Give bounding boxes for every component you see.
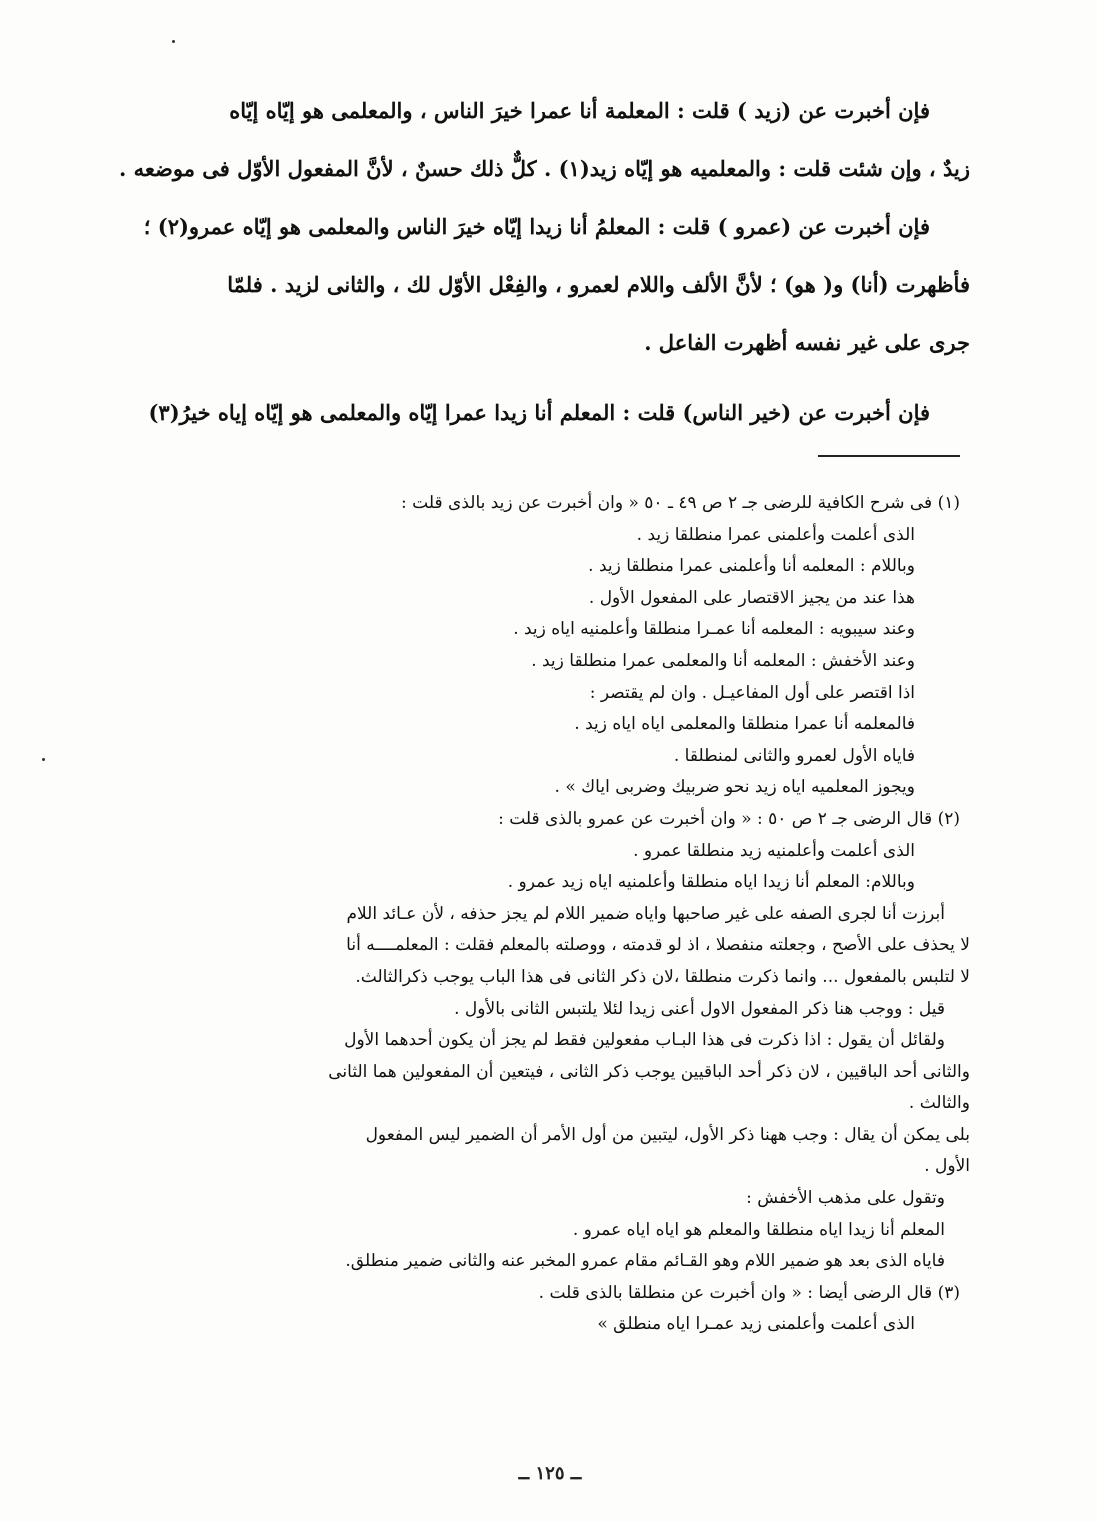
footnote-line: ولقائل أن يقول : اذا ذكرت فى هذا البـاب مفعولين فقط لم يجز أن يكون أحدهما الأول xyxy=(344,1030,945,1051)
footnote-line: وعند سيبويه : المعلمه أنا عمـرا منطلقا وأعلمنيه اياه زيد . xyxy=(513,619,915,640)
scan-speck xyxy=(42,758,45,761)
footnote-line: قيل : ووجب هنا ذكر المفعول الاول أعنى زيدا لئلا يلتبس الثانى بالأول . xyxy=(454,998,945,1019)
footnote-line: وباللام: المعلم أنا زيدا اياه منطلقا وأعلمنيه اياه زيد عمرو . xyxy=(507,872,915,893)
footnote-line: فالمعلمه أنا عمرا منطلقا والمعلمى اياه اياه زيد . xyxy=(574,714,915,735)
footnote-line: بلى يمكن أن يقال : وجب ههنا ذكر الأول، ليتبين من أول الأمر أن الضمير ليس المفعول xyxy=(365,1124,970,1145)
footnote-line: فاياه الأول لعمرو والثانى لمنطلقا . xyxy=(673,745,915,766)
footnote-line: الأول . xyxy=(924,1156,970,1177)
text-line: فإن أخبرت عن (زيد ) قلت : المعلمة أنا عمرا خيرَ الناس ، والمعلمى هو إيّاه إيّاه xyxy=(229,98,930,123)
footnote-line: اذا اقتصر على أول المفاعيـل . وان لم يقتصر : xyxy=(589,682,915,703)
text-line: زيدٌ ، وإن شئت قلت : والمعلميه هو إيّاه زيد(١) . كلٌّ ذلك حسنٌ ، لأنَّ المفعول الأوّل فى موضعه . xyxy=(119,156,970,181)
footnote-line: وباللام : المعلمه أنا وأعلمنى عمرا منطلقا زيد . xyxy=(588,556,915,577)
footnote-line: وعند الأخفش : المعلمه أنا والمعلمى عمرا منطلقا زيد . xyxy=(531,650,915,671)
footnote-line: (٢) قال الرضى جـ ٢ ص ٥٠ : « وان أخبرت عن عمرو بالذى قلت : xyxy=(498,808,960,829)
footnote-line: لا يحذف على الأصح ، وجعلته منفصلا ، اذ لو قدمته ، ووصلته بالمعلم فقلت : المعلمــــه أنا xyxy=(346,935,970,956)
text-line: فأظهرت (أنا) و( هو) ؛ لأنَّ الألف واللام لعمرو ، والفِعْل الأوّل لك ، والثانى لزيد . فلمّا xyxy=(227,272,970,297)
footnote-line: والثانى أحد الباقيين ، لان ذكر أحد الباقيين يوجب ذكر الثانى ، فيتعين أن المفعولين هما الثانى xyxy=(328,1061,970,1082)
text-line: فإن أخبرت عن (خير الناس) قلت : المعلم أنا زيدا عمرا إيّاه والمعلمى هو إيّاه إياه خيرُ(٣) xyxy=(148,400,930,425)
footnote-line: لا لتلبس بالمفعول ... وانما ذكرت منطلقا ،لان ذكر الثانى فى هذا الباب يوجب ذكرالثالث. xyxy=(355,966,970,987)
footnote-line: الذى أعلمت وأعلمنى عمرا منطلقا زيد . xyxy=(636,524,915,545)
footnotes xyxy=(100,488,970,1341)
footnote-line: هذا عند من يجيز الاقتصار على المفعول الأول . xyxy=(588,587,915,608)
main-text xyxy=(100,82,970,442)
text-line: جرى على غير نفسه أظهرت الفاعل . xyxy=(644,330,970,355)
paragraph xyxy=(100,82,970,198)
footnote-line: الذى أعلمت وأعلمنيه زيد منطلقا عمرو . xyxy=(633,840,915,861)
text-line: فإن أخبرت عن (عمرو ) قلت : المعلمُ أنا زيدا إيّاه خيرَ الناس والمعلمى هو إيّاه عمرو(٢) ؛ xyxy=(143,214,930,239)
footnote-line: الذى أعلمت وأعلمنى زيد عمـرا اياه منطلق » xyxy=(597,1314,915,1335)
footnote-line: أبرزت أنا لجرى الصفه على غير صاحبها واياه ضمير اللام لم يجز حذفه ، لأن عـائد اللام xyxy=(346,903,945,924)
footnote-line: (١) فى شرح الكافية للرضى جـ ٢ ص ٤٩ ـ ٥٠ « وان أخبرت عن زيد بالذى قلت : xyxy=(401,493,960,513)
footnote-line: المعلم أنا زيدا اياه منطلقا والمعلم هو اياه اياه عمرو . xyxy=(572,1219,945,1240)
footnote-line: فاياه الذى بعد هو ضمير اللام وهو القـائم مقام عمرو المخبر عنه والثانى ضمير منطلق. xyxy=(345,1251,945,1272)
paragraph xyxy=(100,384,970,442)
footnote-line: (٣) قال الرضى أيضا : « وان أخبرت عن منطلقا بالذى قلت . xyxy=(538,1282,960,1303)
page-number: ــ ١٢٥ ــ xyxy=(518,1463,582,1484)
scan-speck xyxy=(172,40,175,43)
footnote-line: والثالث . xyxy=(908,1093,970,1114)
footnote-line: ويجوز المعلميه اياه زيد نحو ضربيك وضربى اياك » . xyxy=(554,777,915,798)
footnote-separator xyxy=(818,455,960,457)
paragraph xyxy=(100,198,970,372)
footnote-line: وتقول على مذهب الأخفش : xyxy=(746,1188,945,1209)
